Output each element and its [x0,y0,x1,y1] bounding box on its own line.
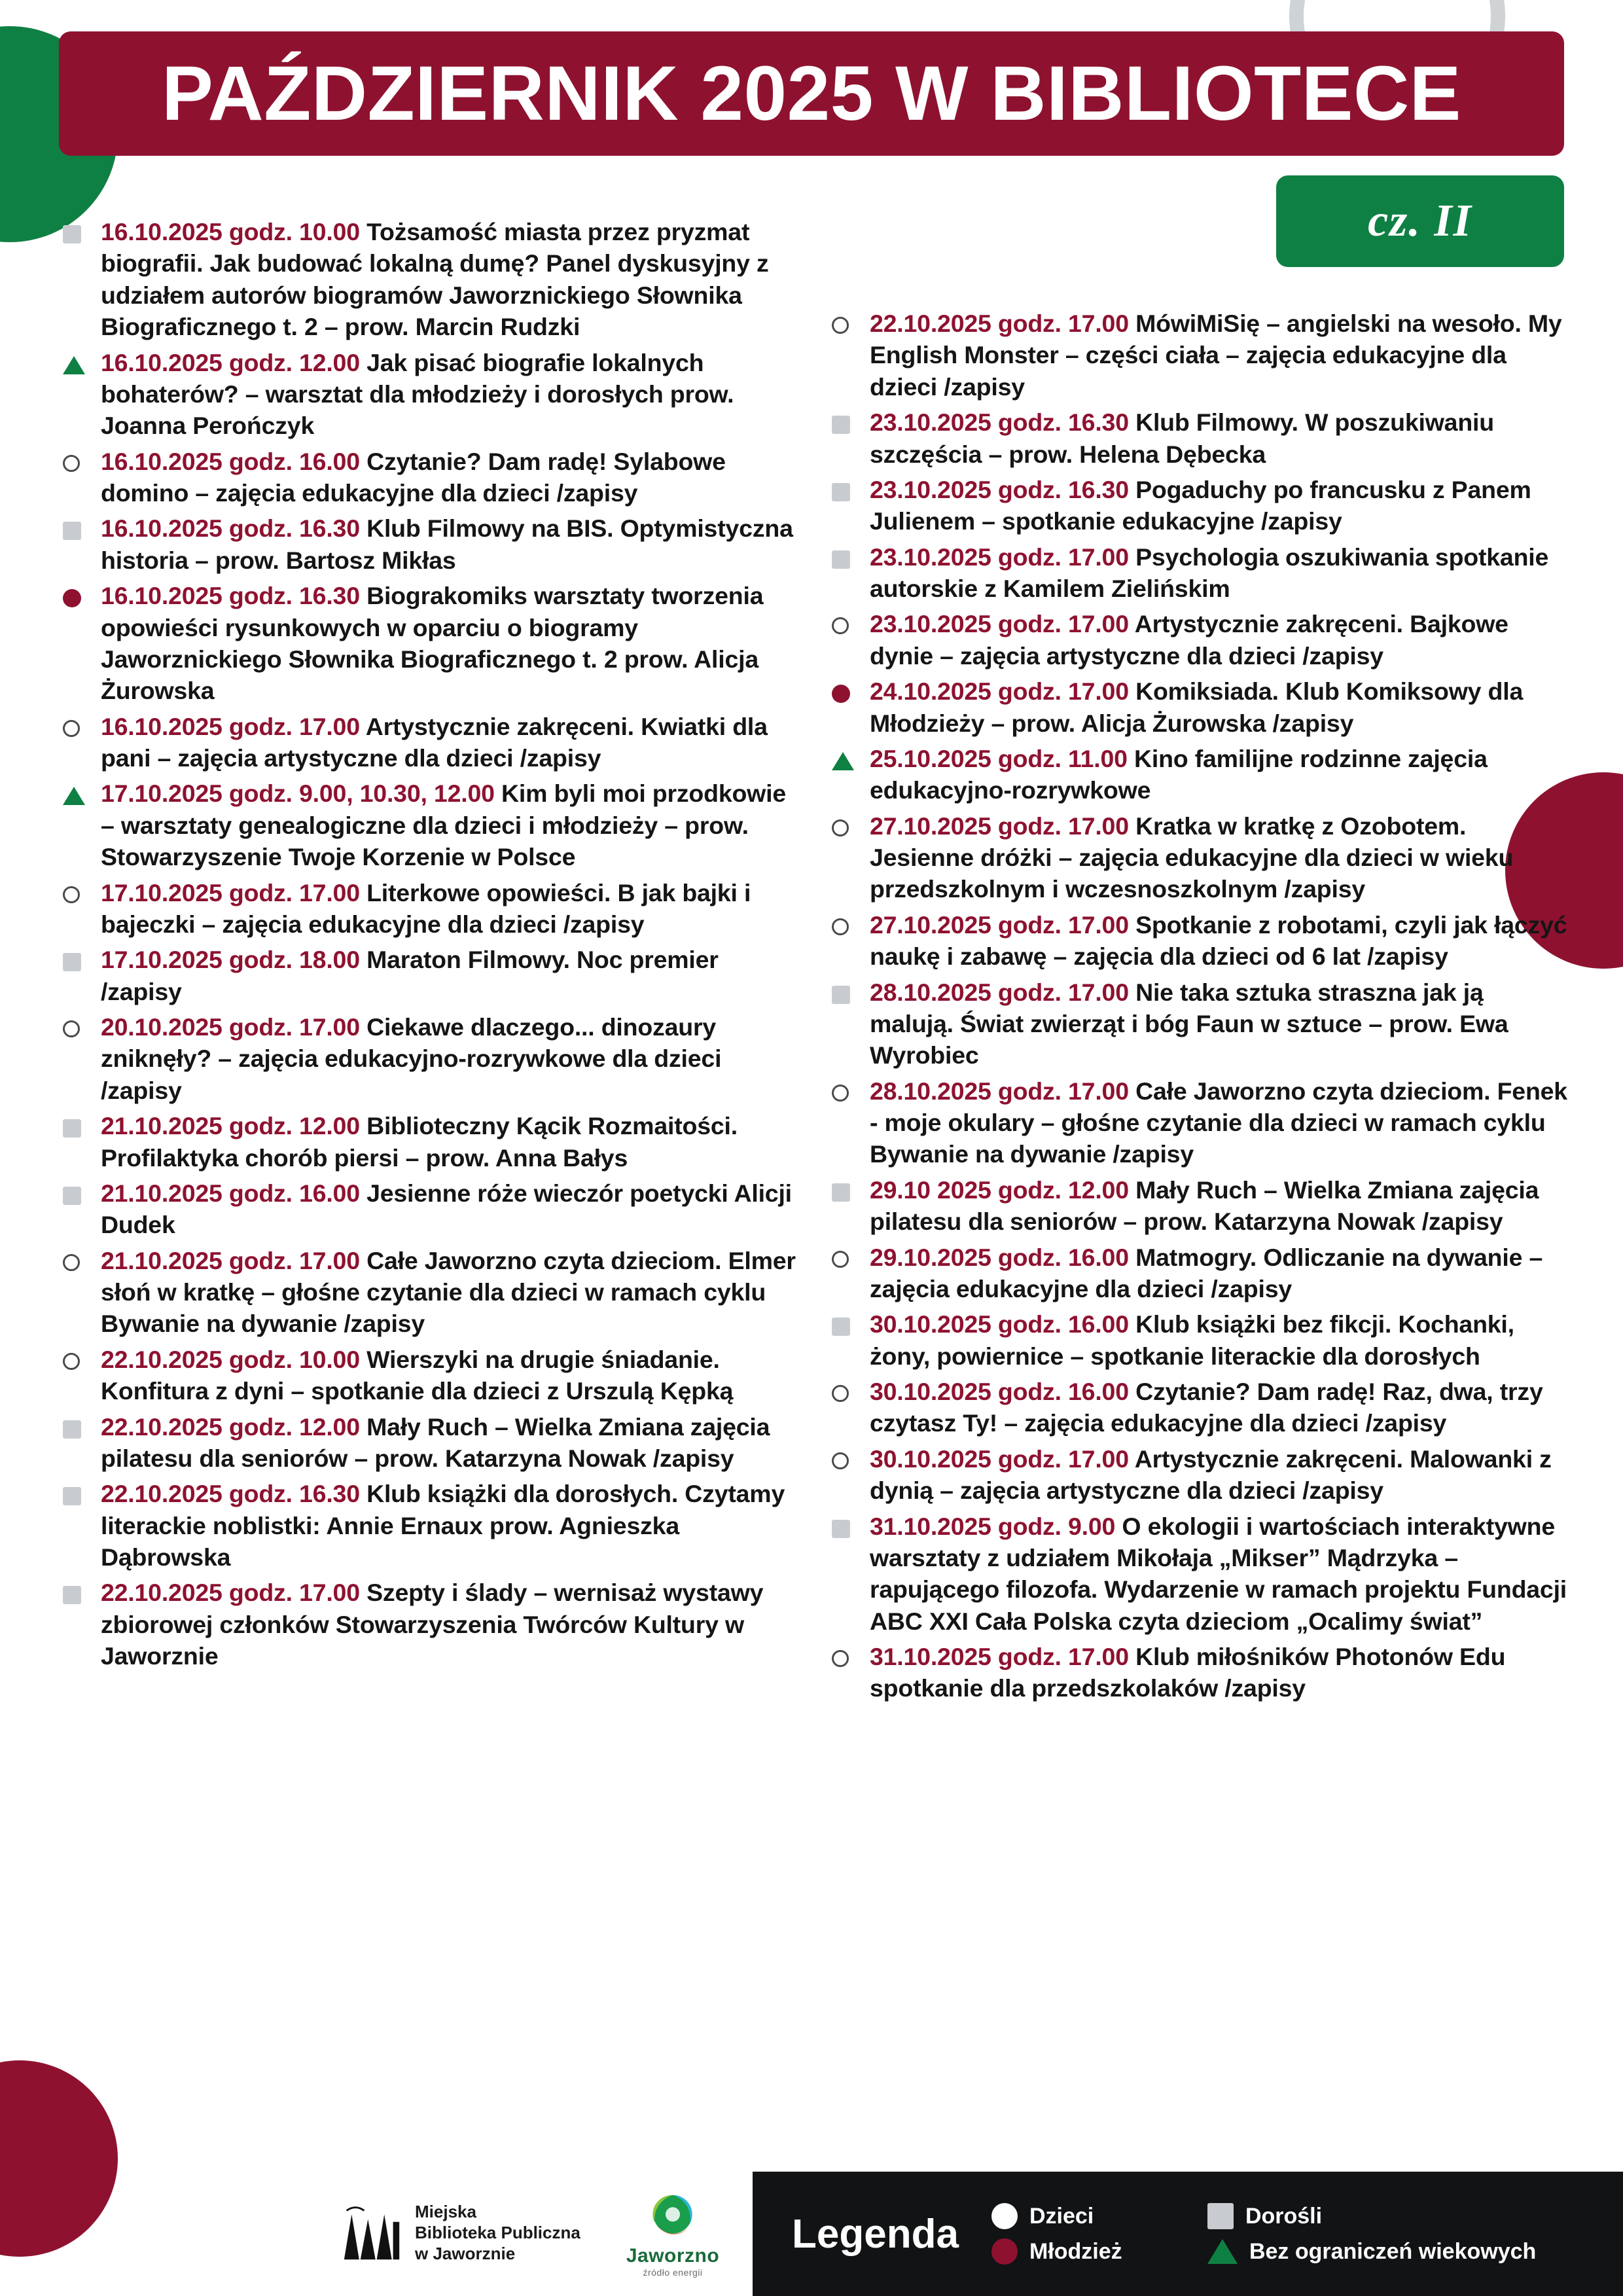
event-text [870,1308,1568,1372]
event-text [101,512,799,576]
event-marker [832,977,870,1004]
library-logo-line2: Biblioteka Publiczna [415,2223,580,2243]
event-datetime: 27.10.2025 godz. 17.00 [870,812,1136,840]
event-text [870,406,1568,470]
legend-item [1207,2238,1537,2265]
event-text [870,977,1568,1071]
library-logo-icon [340,2203,403,2263]
event-datetime: 30.10.2025 godz. 16.00 [870,1310,1136,1338]
event-marker [63,580,101,607]
event-marker [832,474,870,501]
marker-adults-icon [63,1119,81,1138]
event-item[interactable] [63,216,799,343]
event-item[interactable] [832,1376,1568,1439]
legend-item [1207,2203,1482,2229]
marker-children-icon [63,455,80,472]
event-description: Jesienne róże wieczór poetycki Alicji Dudek [101,1179,792,1239]
event-description: O ekologii i wartościach interaktywne warsztaty z udziałem Mikołaja „Mikser” Mądrzyka – rapującego filozofa. Wydarzenie w ramach projektu Fundacji ABC XXI Cała Polska czyta dzieciom „Ocalimy świat” [870,1512,1567,1635]
library-logo [340,2202,580,2264]
event-datetime: 22.10.2025 godz. 16.30 [101,1480,367,1508]
marker-children-icon [832,1452,849,1469]
marker-allages-icon [63,356,85,374]
marker-adults-icon [63,1586,81,1604]
event-item[interactable] [832,977,1568,1071]
event-text [101,216,799,343]
marker-children-icon [832,617,849,634]
event-item[interactable] [832,909,1568,973]
event-item[interactable] [63,1577,799,1672]
event-text [101,1011,799,1106]
event-text [870,1511,1568,1638]
city-logo [626,2189,719,2278]
event-datetime: 22.10.2025 godz. 17.00 [870,310,1136,337]
event-description: MówiMiSię – angielski na wesoło. My English Monster – części ciała – zajęcia edukacyjne dla dzieci /zapisy [870,310,1562,401]
event-marker [63,1245,101,1271]
event-marker [832,743,870,770]
event-description: Komiksiada. Klub Komiksowy dla Młodzieży – prow. Alicja Żurowska /zapisy [870,677,1524,737]
event-item[interactable] [63,1110,799,1174]
event-item[interactable] [832,406,1568,470]
event-item[interactable] [63,1245,799,1340]
event-datetime: 16.10.2025 godz. 16.30 [101,582,367,610]
marker-adults-icon [832,550,850,569]
event-text [101,877,799,941]
event-description: Literkowe opowieści. B jak bajki i bajeczki – zajęcia edukacyjne dla dzieci /zapisy [101,878,751,938]
event-description: Tożsamość miasta przez pryzmat biografii. Jak budować lokalną dumę? Panel dyskusyjny z udziałem autorów biogramów Jaworznickiego Słownika Biograficznego t. 2 – prow. Marcin Rudzki [101,218,769,341]
marker-adults-icon [63,1420,81,1439]
event-text [870,1376,1568,1439]
event-description: Całe Jaworzno czyta dzieciom. Fenek - moje okulary – głośne czytanie dla dzieci w ramach cyklu Bywanie na dywanie /zapisy [870,1077,1567,1168]
event-datetime: 27.10.2025 godz. 17.00 [870,910,1136,939]
event-marker [63,1344,101,1370]
event-marker [63,347,101,374]
marker-youth-icon [832,685,850,703]
event-marker [63,446,101,472]
event-item[interactable] [832,308,1568,403]
legend-title: Legenda [792,2211,959,2257]
event-item[interactable] [63,1177,799,1241]
event-marker [63,778,101,805]
event-marker [832,1174,870,1202]
event-item[interactable] [832,1075,1568,1170]
marker-children-icon [832,1085,849,1102]
marker-adults-icon [832,1520,850,1538]
event-item[interactable] [832,1641,1568,1704]
event-item[interactable] [63,580,799,707]
legend-youth-icon [991,2238,1018,2265]
event-text [101,347,799,442]
event-description: Artystycznie zakręceni. Malowanki z dynią – zajęcia artystyczne dla dzieci /zapisy [870,1444,1552,1505]
marker-children-icon [832,1385,849,1402]
events-column-right [832,216,1568,1708]
event-item[interactable] [63,512,799,576]
city-logo-name: Jaworzno [626,2245,720,2267]
events-columns [63,216,1568,1708]
event-datetime: 17.10.2025 godz. 18.00 [101,946,367,974]
event-description: Artystycznie zakręceni. Kwiatki dla pani – zajęcia artystyczne dla dzieci /zapisy [101,712,768,772]
marker-children-icon [832,1650,849,1667]
event-text [101,711,799,774]
event-marker [832,909,870,935]
event-description: Czytanie? Dam radę! Sylabowe domino – zajęcia edukacyjne dla dzieci /zapisy [101,447,726,507]
marker-allages-icon [832,752,854,770]
marker-adults-icon [63,522,81,540]
event-item[interactable] [832,743,1568,806]
event-item[interactable] [832,1443,1568,1507]
event-text [870,608,1568,672]
event-datetime: 17.10.2025 godz. 17.00 [101,878,367,906]
event-text [101,1478,799,1573]
event-description: Maraton Filmowy. Noc premier /zapisy [101,946,719,1005]
legend-item-label: Młodzież [1029,2238,1122,2264]
event-description: Kim byli moi przodkowie – warsztaty genealogiczne dla dzieci i młodzieży – prow. Stowarzyszenie Twoje Korzenie w Polsce [101,780,787,871]
event-marker [63,1110,101,1138]
event-datetime: 29.10.2025 godz. 16.00 [870,1243,1136,1271]
event-datetime: 28.10.2025 godz. 17.00 [870,1077,1136,1105]
library-logo-text [415,2202,580,2264]
part-badge [1276,175,1564,267]
event-description: Klub Filmowy. W poszukiwaniu szczęścia – prow. Helena Dębecka [870,408,1494,468]
event-marker [63,1577,101,1604]
marker-adults-icon [832,1183,850,1202]
event-datetime: 16.10.2025 godz. 16.30 [101,514,367,543]
legend-item-label: Dzieci [1029,2203,1094,2229]
event-datetime: 16.10.2025 godz. 10.00 [101,218,367,245]
event-text [870,541,1568,605]
event-item[interactable] [832,608,1568,672]
event-item[interactable] [63,1478,799,1573]
event-item[interactable] [832,1242,1568,1305]
event-item[interactable] [63,1344,799,1407]
event-datetime: 25.10.2025 godz. 11.00 [870,744,1134,772]
event-item[interactable] [832,474,1568,537]
marker-children-icon [832,317,849,334]
marker-adults-icon [832,1318,850,1336]
event-description: Klub książki dla dorosłych. Czytamy literackie noblistki: Annie Ernaux prow. Agnieszka Dąbrowska [101,1480,785,1571]
events-column-left [63,216,799,1708]
event-marker [63,944,101,971]
event-marker [832,1376,870,1402]
marker-adults-icon [63,953,81,971]
event-description: Mały Ruch – Wielka Zmiana zajęcia pilatesu dla seniorów – prow. Katarzyna Nowak /zapisy [870,1175,1539,1236]
legend-item-label: Bez ograniczeń wiekowych [1249,2238,1537,2264]
event-marker [832,1641,870,1667]
marker-adults-icon [832,483,850,501]
event-datetime: 31.10.2025 godz. 17.00 [870,1643,1136,1670]
marker-children-icon [832,918,849,935]
event-description: Mały Ruch – Wielka Zmiana zajęcia pilatesu dla seniorów – prow. Katarzyna Nowak /zapisy [101,1412,770,1472]
part-badge-label: cz. II [1368,196,1472,246]
library-logo-line1: Miejska [415,2202,476,2222]
event-datetime: 16.10.2025 godz. 12.00 [101,348,367,376]
event-item[interactable] [63,711,799,774]
legend-item [991,2238,1207,2265]
event-marker [832,1308,870,1336]
legend-item-label: Dorośli [1245,2203,1323,2229]
marker-adults-icon [832,416,850,434]
event-text [870,1075,1568,1170]
event-text [101,1177,799,1241]
marker-adults-icon [63,225,81,243]
event-marker [832,541,870,569]
event-datetime: 22.10.2025 godz. 10.00 [101,1345,367,1373]
event-text [870,810,1568,905]
event-description: Matmogry. Odliczanie na dywanie – zajęcia edukacyjne dla dzieci /zapisy [870,1243,1543,1302]
event-item[interactable] [832,810,1568,905]
library-logo-line3: w Jaworznie [415,2243,516,2263]
event-datetime: 23.10.2025 godz. 17.00 [870,543,1136,571]
event-datetime: 28.10.2025 godz. 17.00 [870,978,1136,1006]
event-description: Jak pisać biografie lokalnych bohaterów? – warsztat dla młodzieży i dorosłych prow. Joanna Perończyk [101,348,734,440]
marker-children-icon [832,819,849,836]
event-marker [63,1011,101,1037]
event-datetime: 21.10.2025 godz. 16.00 [101,1179,367,1207]
event-marker [832,308,870,334]
event-marker [832,608,870,634]
event-text [870,675,1568,739]
legend-item [991,2203,1207,2229]
marker-adults-icon [832,986,850,1004]
event-marker [63,216,101,243]
event-datetime: 23.10.2025 godz. 17.00 [870,610,1135,638]
marker-children-icon [63,1254,80,1271]
event-description: Biograkomiks warsztaty tworzenia opowieści rysunkowych w oparciu o biogramy Jaworznickiego Słownika Biograficznego t. 2 prow. Alicja Żurowska [101,582,764,705]
poster-footer [0,2172,1623,2296]
event-text [101,580,799,707]
legend-items [991,2203,1537,2265]
event-marker [63,1177,101,1205]
event-item[interactable] [63,944,799,1007]
event-description: Biblioteczny Kącik Rozmaitości. Profilaktyka chorób piersi – prow. Anna Bałys [101,1112,738,1172]
event-datetime: 22.10.2025 godz. 17.00 [101,1579,367,1607]
event-text [101,1577,799,1672]
event-item[interactable] [63,877,799,941]
event-datetime: 23.10.2025 godz. 16.30 [870,408,1136,437]
event-text [870,1242,1568,1305]
event-item[interactable] [832,1308,1568,1372]
event-datetime: 16.10.2025 godz. 17.00 [101,712,366,740]
event-datetime: 17.10.2025 godz. 9.00, 10.30, 12.00 [101,780,501,808]
event-item[interactable] [832,541,1568,605]
legend [753,2172,1623,2296]
page-title: PAŹDZIERNIK 2025 W BIBLIOTECE [162,50,1461,137]
event-marker [832,406,870,434]
event-datetime: 23.10.2025 godz. 16.30 [870,475,1136,503]
event-text [870,474,1568,537]
event-text [870,1174,1568,1238]
event-datetime: 22.10.2025 godz. 12.00 [101,1412,367,1441]
event-text [101,1245,799,1340]
event-datetime: 16.10.2025 godz. 16.00 [101,447,367,475]
event-item[interactable] [63,1411,799,1475]
event-item[interactable] [832,1174,1568,1238]
event-text [101,1110,799,1174]
event-description: Szepty i ślady – wernisaż wystawy zbiorowej członków Stowarzyszenia Twórców Kultury w Jaworznie [101,1579,764,1670]
event-description: Spotkanie z robotami, czyli jak łączyć naukę i zabawę – zajęcia dla dzieci od 6 lat /zapisy [870,910,1567,971]
event-description: Artystycznie zakręceni. Bajkowe dynie – zajęcia artystyczne dla dzieci /zapisy [870,610,1508,670]
event-text [101,1344,799,1407]
event-description: Kino familijne rodzinne zajęcia edukacyjno-rozrywkowe [870,744,1488,804]
event-marker [832,1443,870,1469]
event-text [101,778,799,872]
event-description: Klub miłośników Photonów Edu spotkanie dla przedszkolaków /zapisy [870,1643,1506,1702]
event-description: Klub książki bez fikcji. Kochanki, żony, powiernice – spotkanie literackie dla dorosłych [870,1310,1514,1370]
logos-group [340,2189,719,2278]
event-datetime: 31.10.2025 godz. 9.00 [870,1512,1122,1540]
event-description: Kratka w kratkę z Ozobotem. Jesienne dróżki – zajęcia edukacyjne dla dzieci w wieku przedszkolnym i wczesnoszkolnym /zapisy [870,812,1514,903]
event-datetime: 30.10.2025 godz. 16.00 [870,1378,1136,1405]
event-description: Psychologia oszukiwania spotkanie autorskie z Kamilem Zielińskim [870,543,1549,602]
event-text [870,1641,1568,1704]
event-marker [832,810,870,836]
event-description: Wierszyki na drugie śniadanie. Konfitura z dyni – spotkanie dla dzieci z Urszulą Kępką [101,1345,734,1405]
event-text [101,1411,799,1475]
event-datetime: 21.10.2025 godz. 17.00 [101,1246,367,1274]
event-marker [63,711,101,737]
event-text [101,446,799,509]
event-marker [63,877,101,903]
marker-adults-icon [63,1187,81,1205]
event-marker [832,1075,870,1102]
city-logo-icon [643,2189,703,2245]
marker-children-icon [63,720,80,737]
event-datetime: 29.10 2025 godz. 12.00 [870,1175,1136,1204]
event-item[interactable] [832,675,1568,739]
marker-adults-icon [63,1487,81,1505]
marker-youth-icon [63,589,81,607]
event-description: Czytanie? Dam radę! Raz, dwa, trzy czytasz Ty! – zajęcia edukacyjne dla dzieci /zapisy [870,1378,1543,1437]
event-datetime: 20.10.2025 godz. 17.00 [101,1013,367,1041]
event-text [870,909,1568,973]
legend-allages-icon [1207,2239,1238,2264]
event-text [870,1443,1568,1507]
event-marker [832,675,870,703]
event-text [101,944,799,1007]
marker-children-icon [63,886,80,903]
marker-children-icon [63,1353,80,1370]
event-item[interactable] [63,347,799,442]
event-item[interactable] [832,1511,1568,1638]
event-description: Nie taka sztuka straszna jak ją malują. Świat zwierząt i bóg Faun w sztuce – prow. Ewa Wyrobiec [870,978,1508,1069]
event-marker [63,512,101,540]
marker-allages-icon [63,787,85,805]
event-text [870,743,1568,806]
marker-children-icon [832,1251,849,1268]
event-datetime: 30.10.2025 godz. 17.00 [870,1444,1135,1473]
event-marker [832,1242,870,1268]
event-description: Całe Jaworzno czyta dzieciom. Elmer słoń w kratkę – głośne czytanie dla dzieci w ramach cyklu Bywanie na dywanie /zapisy [101,1246,796,1338]
event-datetime: 21.10.2025 godz. 12.00 [101,1112,367,1140]
event-marker [832,1511,870,1538]
event-text [870,308,1568,403]
legend-adults-icon [1207,2203,1234,2229]
event-description: Pogaduchy po francusku z Panem Julienem – spotkanie edukacyjne /zapisy [870,475,1531,535]
marker-children-icon [63,1020,80,1037]
city-logo-tagline: źródło energii [643,2267,703,2278]
event-item[interactable] [63,778,799,872]
event-description: Klub Filmowy na BIS. Optymistyczna historia – prow. Bartosz Mikłas [101,514,793,574]
legend-children-icon [991,2203,1018,2229]
event-marker [63,1411,101,1439]
event-datetime: 24.10.2025 godz. 17.00 [870,677,1136,706]
event-description: Ciekawe dlaczego... dinozaury zniknęły? – zajęcia edukacyjno-rozrywkowe dla dzieci /zapisy [101,1013,722,1104]
event-marker [63,1478,101,1505]
event-item[interactable] [63,446,799,509]
page-title-bar [59,31,1564,156]
event-item[interactable] [63,1011,799,1106]
